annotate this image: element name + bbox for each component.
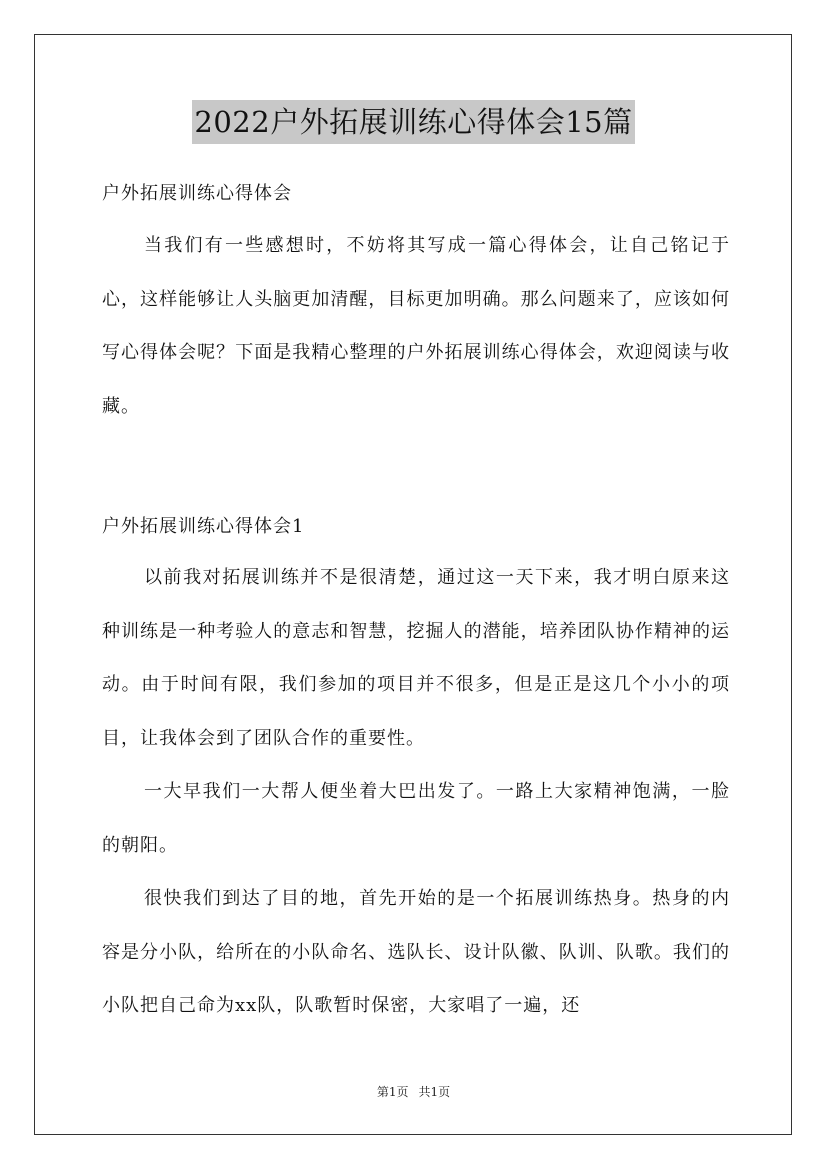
page-number-total: 共1页 [418, 1085, 451, 1099]
page-footer [0, 1083, 827, 1100]
paragraph: 一大早我们一大帮人便坐着大巴出发了。一路上大家精神饱满，一脸的朝阳。 [102, 781, 730, 856]
paragraph: 以前我对拓展训练并不是很清楚，通过这一天下来，我才明白原来这种训练是一种考验人的意志和智慧，挖掘人的潜能，培养团队协作精神的运动。由于时间有限，我们参加的项目并不很多，但是正是这几个小小的项目，让我体会到了团队合作的重要性。 [102, 567, 730, 749]
paragraph: 很快我们到达了目的地，首先开始的是一个拓展训练热身。热身的内容是分小队，给所在的小队命名、选队长、设计队徽、队训、队歌。我们的小队把自己命为xx队，队歌暂时保密，大家唱了一遍，还 [102, 888, 730, 1016]
paragraph: 当我们有一些感想时，不妨将其写成一篇心得体会，让自己铭记于心，这样能够让人头脑更加清醒，目标更加明确。那么问题来了，应该如何写心得体会呢？下面是我精心整理的户外拓展训练心得体会，欢迎阅读与收藏。 [102, 235, 730, 417]
document-body [102, 176, 730, 1033]
document-title: 2022户外拓展训练心得体会15篇 [192, 100, 634, 144]
section-heading: 户外拓展训练心得体会 [102, 183, 292, 204]
section-heading: 户外拓展训练心得体会1 [102, 516, 305, 537]
page-number-current: 第1页 [376, 1085, 409, 1099]
document-title-container [0, 100, 827, 144]
